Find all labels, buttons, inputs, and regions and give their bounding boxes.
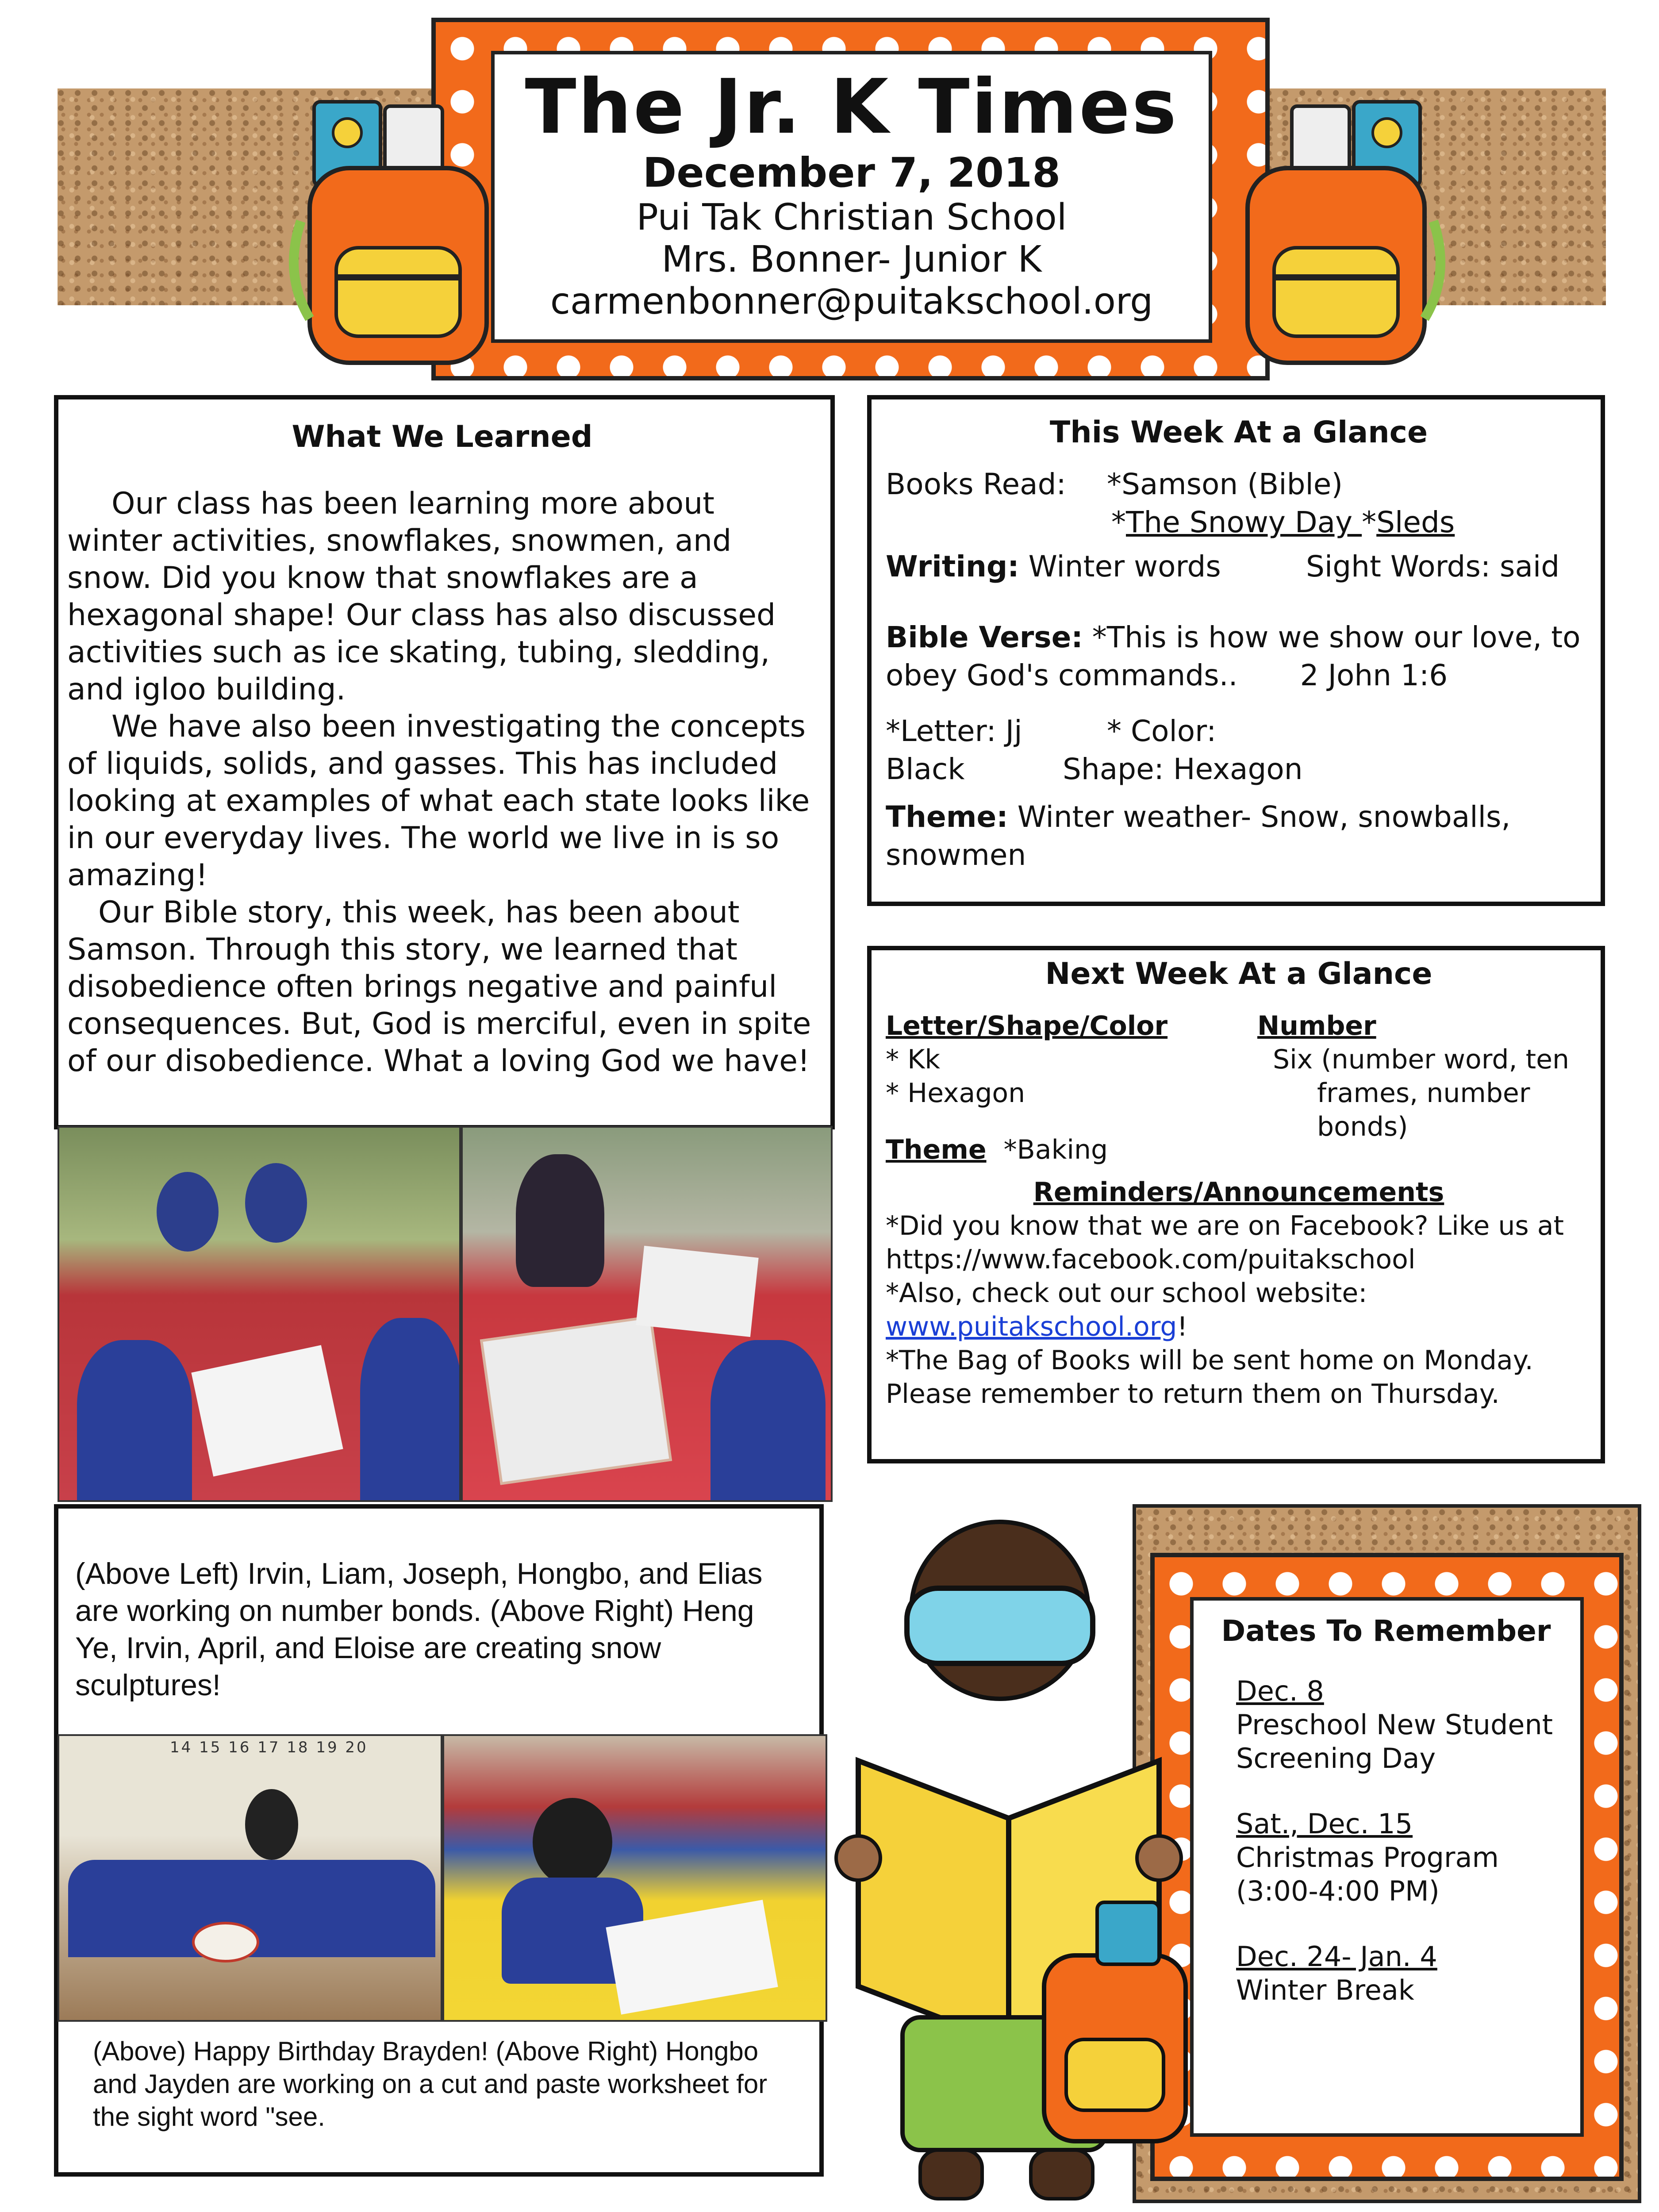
teacher-name: Mrs. Bonner- Junior K: [661, 238, 1042, 280]
color-label: * Color:: [1107, 714, 1217, 748]
backpack-illustration-left: [283, 88, 513, 372]
caption-row-2: (Above) Happy Birthday Brayden! (Above Right) Hongbo and Jayden are working on a cut and paste worksheet for the sight word "see.: [93, 2036, 768, 2131]
next-week-box: Next Week At a Glance Letter/Shape/Color * Kk * Hexagon Number Six (number word, ten frames, number bonds) Theme *Baking Reminders/Announcements *Did you know that we are on Facebook? Like us at https://www.facebook.com/puitakschool *Also, check out our school website: www.puitakschool.org! *The Bag of Books will be sent home on Monday. Please remember to return them on Thursday.: [867, 946, 1605, 1463]
date-description: Winter Break: [1236, 1974, 1414, 2006]
reminder-facebook: *Did you know that we are on Facebook? Like us at https://www.facebook.com/puitakschool: [886, 1210, 1564, 1275]
this-week-heading: This Week At a Glance: [1049, 415, 1428, 450]
reminder-website: *Also, check out our school website:: [886, 1278, 1367, 1309]
date-label: Dec. 24- Jan. 4: [1236, 1940, 1437, 1973]
book-sleds: Sleds: [1376, 505, 1455, 539]
photo-snow-sculptures: [461, 1126, 833, 1502]
date-description: Preschool New Student Screening Day: [1236, 1709, 1553, 1774]
color-value: Black: [886, 752, 965, 786]
reminder-bag-of-books: *The Bag of Books will be sent home on Monday. Please remember to return them on Thursday.: [886, 1345, 1533, 1409]
photo-number-bonds: [58, 1126, 461, 1502]
theme-label: Theme:: [886, 800, 1008, 834]
lsc-label: Letter/Shape/Color: [886, 1010, 1168, 1041]
next-theme-value: *Baking: [1003, 1134, 1108, 1165]
newsletter-date: December 7, 2018: [642, 149, 1061, 196]
school-website-link[interactable]: www.puitakschool.org: [886, 1311, 1177, 1342]
reminders-heading: Reminders/Announcements: [1033, 1177, 1444, 1208]
number-label: Number: [1257, 1010, 1376, 1041]
reading-kid-illustration: [832, 1513, 1221, 2203]
date-label: Sat., Dec. 15: [1236, 1808, 1413, 1840]
header-panel: [491, 51, 1212, 343]
next-week-heading: Next Week At a Glance: [1045, 956, 1432, 991]
learned-paragraph-2: We have also been investigating the concepts of liquids, solids, and gasses. This has included looking at examples of what each state looks like in our everyday lives. The world we live in is so amazing!: [67, 709, 810, 893]
school-name: Pui Tak Christian School: [636, 196, 1067, 238]
book-samson: *Samson (Bible): [1107, 467, 1343, 501]
next-theme-label: Theme: [886, 1134, 987, 1165]
learned-paragraph-3: Our Bible story, this week, has been about Samson. Through this story, we learned that disobedience often brings negative and painful consequences. But, God is merciful, even in spite of our disobedience. What a loving God we have!: [67, 895, 811, 1079]
this-week-box: This Week At a Glance Books Read: *Samson (Bible) *The Snowy Day *Sleds Writing: Winter words Sight Words: said Bible Verse: *This is how we show our love, to obey God's commands.. 2 John 1:6 *Letter: Jj * Color: Black Shape: Hexagon Theme: Winter weather- Snow, snowballs, snowmen: [867, 395, 1605, 906]
dates-panel: [1190, 1597, 1584, 2137]
shape-value: Shape: Hexagon: [1063, 752, 1303, 786]
bible-verse-label: Bible Verse:: [886, 620, 1083, 654]
date-label: Dec. 8: [1236, 1675, 1324, 1707]
caption-row-1: (Above Left) Irvin, Liam, Joseph, Hongbo, and Elias are working on number bonds. (Above Right) Heng Ye, Irvin, April, and Eloise are creating snow sculptures!: [75, 1557, 763, 1702]
dates-heading: Dates To Remember: [1221, 1614, 1551, 1648]
date-description: Christmas Program (3:00-4:00 PM): [1236, 1841, 1499, 1907]
date-item: [1236, 1807, 1567, 1908]
writing-value: Winter words: [1028, 549, 1221, 584]
photo-birthday: [58, 1734, 442, 2022]
lsc-letter: * Kk: [886, 1044, 941, 1075]
backpack-illustration-right: [1221, 88, 1451, 372]
books-read-label: Books Read:: [886, 467, 1066, 501]
photo-cut-and-paste: [442, 1734, 827, 2022]
number-line-2: frames, number bonds): [1317, 1078, 1530, 1142]
what-we-learned-heading: What We Learned: [292, 419, 593, 454]
teacher-email: carmenbonner@puitakschool.org: [550, 280, 1153, 323]
learned-paragraph-1: Our class has been learning more about winter activities, snowflakes, snowmen, and snow. Did you know that snowflakes are a hexagonal shape! Our class has also discussed activities such as ice skating, tubing, sledding, and igloo building.: [67, 486, 776, 707]
number-line-1: Six (number word, ten: [1273, 1044, 1570, 1075]
date-item: [1236, 1940, 1567, 2007]
newsletter-title: The Jr. K Times: [525, 63, 1179, 151]
sight-words: Sight Words: said: [1306, 549, 1560, 584]
bible-verse: *This is how we show our love, to obey God's commands..: [886, 620, 1581, 692]
number-chart: 14 15 16 17 18 19 20: [170, 1739, 368, 1756]
lsc-shape: * Hexagon: [886, 1078, 1025, 1109]
theme-value: Winter weather- Snow, snowballs, snowmen: [886, 800, 1511, 872]
what-we-learned-box: [54, 395, 835, 1129]
date-item: [1236, 1674, 1567, 1775]
letter-of-week: *Letter: Jj: [886, 714, 1022, 748]
book-snowy-day: The Snowy Day: [1126, 505, 1362, 539]
bible-reference: 2 John 1:6: [1300, 658, 1448, 692]
writing-label: Writing:: [886, 549, 1019, 584]
